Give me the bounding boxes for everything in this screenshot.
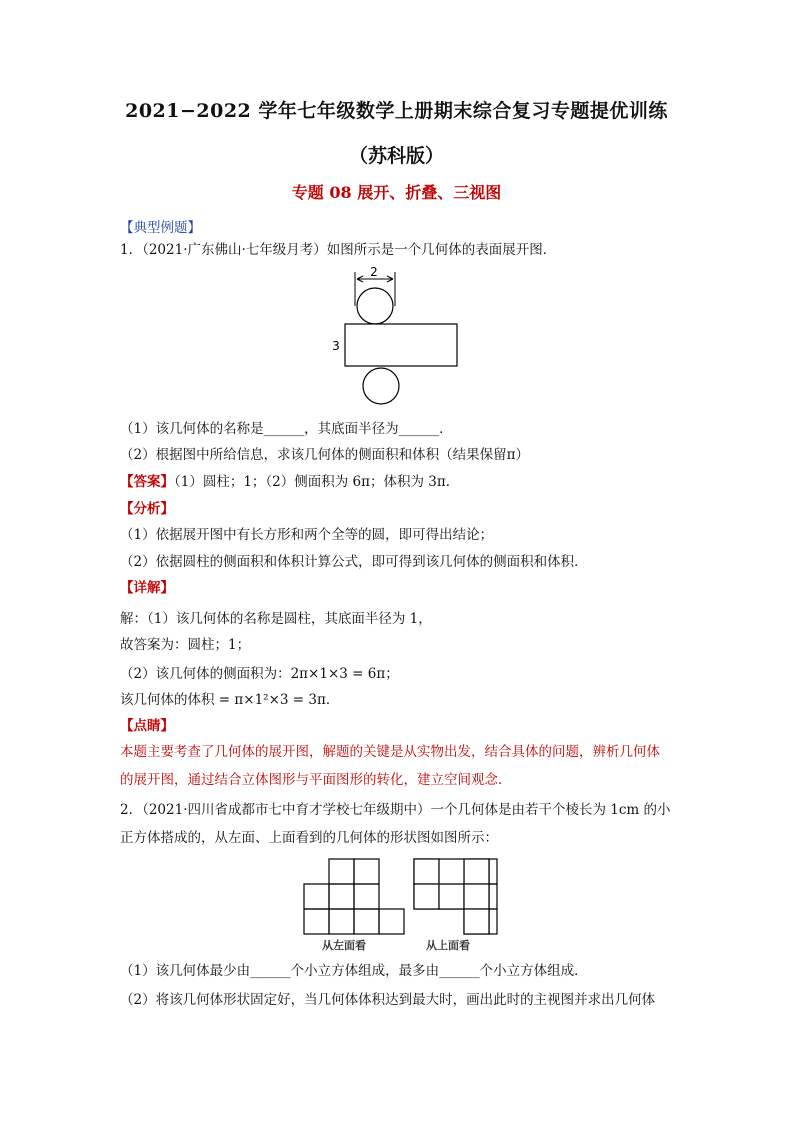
detail-line-3: （2）该几何体的侧面积为：2π×1×3 = 6π； (120, 666, 399, 682)
q2-stem-line-1: 2．（2021·四川省成都市七中育才学校七年级期中）一个几何体是由若干个棱长为 1cm 的小 (120, 802, 671, 818)
document-title: 2021−2022 学年七年级数学上册期末综合复习专题提优训练 (125, 100, 668, 122)
diameter-label: 2 (370, 265, 378, 279)
q2-stem-line-2: 正方体搭成的，从左面、上面看到的几何体的形状图如图所示： (120, 830, 498, 846)
lateral-rectangle (345, 324, 457, 366)
comment-line-2: 的展开图，通过结合立体图形与平面图形的转化，建立空间观念． (120, 772, 512, 788)
top-circle (357, 288, 393, 324)
section-label: 【典型例题】 (120, 220, 201, 236)
detail-line-2: 故答案为：圆柱；1； (120, 637, 251, 653)
q2-part2: （2）将该几何体形状固定好，当几何体体积达到最大时，画出此时的主视图并求出几何体 (120, 992, 656, 1008)
detail-tag: 【详解】 (120, 580, 174, 596)
detail-line-1: 解：（1）该几何体的名称是圆柱，其底面半径为 1， (120, 611, 432, 627)
top-view-label: 从上面看 (426, 939, 470, 952)
answer-text: （1）圆柱；1；（2）侧面积为 6π；体积为 3π． (174, 474, 460, 490)
analysis-line-1: （1）依据展开图中有长方形和两个全等的圆，即可得出结论； (120, 527, 494, 543)
left-view-label: 从左面看 (322, 939, 366, 952)
height-label: 3 (332, 339, 340, 353)
top-view-figure (408, 853, 498, 953)
document-subtitle: （苏科版） (348, 145, 444, 167)
comment-line-1: 本题主要考查了几何体的展开图，解题的关键是从实物出发，结合具体的问题，辨析几何体 (120, 744, 660, 760)
q2-part1: （1）该几何体最少由______个小立方体组成，最多由______个小立方体组成． (120, 963, 588, 979)
q1-part2: （2）根据图中所给信息，求该几何体的侧面积和体积（结果保留π） (120, 447, 529, 463)
analysis-tag: 【分析】 (120, 501, 174, 517)
left-view-grid (304, 859, 404, 934)
cylinder-net-figure (330, 262, 470, 410)
diameter-dimension (355, 265, 395, 306)
comment-tag: 【点睛】 (120, 718, 174, 734)
bottom-circle (363, 368, 399, 404)
answer-tag: 【答案】 (120, 474, 174, 490)
topic-title: 专题 08 展开、折叠、三视图 (291, 183, 502, 202)
q1-part1: （1）该几何体的名称是______，其底面半径为______． (120, 421, 453, 437)
q1-answer (120, 472, 680, 492)
q1-stem: 1．（2021·广东佛山·七年级月考）如图所示是一个几何体的表面展开图． (120, 242, 557, 258)
analysis-line-2: （2）依据圆柱的侧面积和体积计算公式，即可得到该几何体的侧面积和体积． (120, 554, 588, 570)
detail-line-4: 该几何体的体积 = π×1²×3 = 3π． (120, 692, 340, 708)
top-view-cells (414, 859, 489, 934)
